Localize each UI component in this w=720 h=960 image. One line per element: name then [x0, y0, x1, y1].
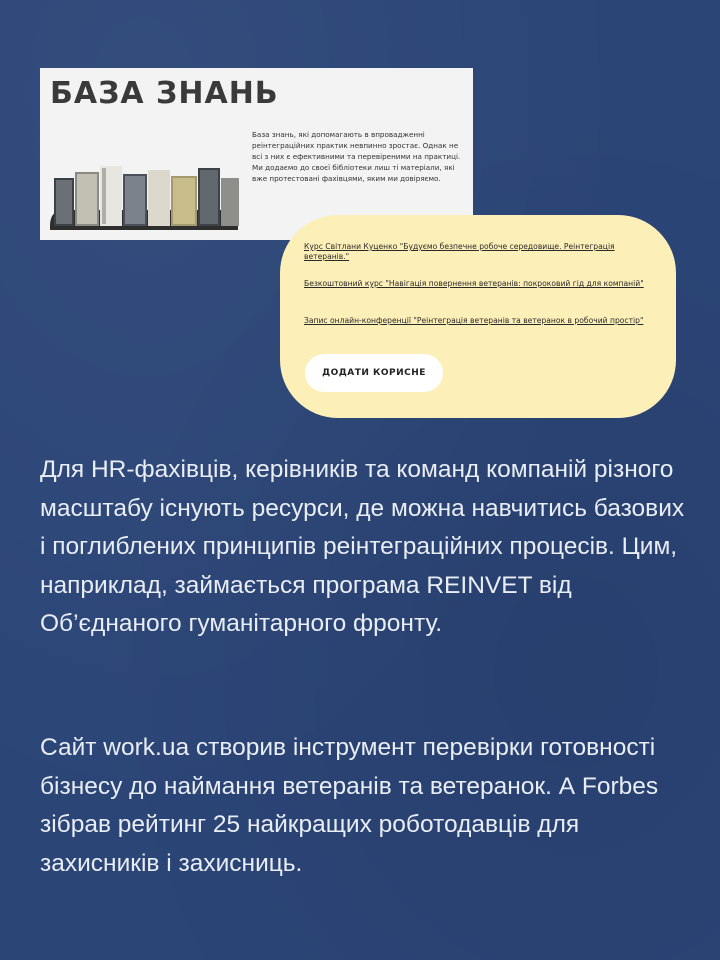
paragraph-hr-resources: Для HR-фахівців, керівників та команд компаній різного масштабу існують ресурси, де можна навчитись базових і поглиблених принципів реінтеграційних процесів. Цим, наприклад, займається програма REINVET від Об’єднаного гуманітарного фронту.: [40, 456, 685, 638]
knowledge-base-description: База знань, які допомагають в впровадженні реінтеграційних практик невпинно зростає. Однак не всі з них є ефективними та перевіреними на практиці. Ми додаємо до своєї бібліотеки лиш ті матеріали, які вже протестовані фахівцями, яким ми довіряємо.: [252, 130, 461, 183]
resources-card: [280, 215, 676, 418]
conference-recording-link[interactable]: Запис онлайн-конференції "Реінтеграція ветеранів та ветеранок в робочий простір": [304, 316, 644, 325]
paragraph-workua-forbes: Сайт work.ua створив інструмент перевірки готовності бізнесу до наймання ветеранів та ветеранок. А Forbes зібрав рейтинг 25 найкращих роботодавців для захисників і захисниць.: [40, 734, 659, 877]
course-link-kutsenko[interactable]: Курс Світлани Куценко "Будуємо безпечне робоче середовище. Реінтеграція ветеранів.": [304, 242, 615, 261]
knowledge-base-title: БАЗА ЗНАНЬ: [50, 76, 279, 111]
course-link-navigation[interactable]: Безкоштовний курс "Навігація повернення ветеранів: покроковий гід для компаній": [304, 279, 644, 288]
books-image: [50, 164, 242, 230]
add-useful-button[interactable]: ДОДАТИ КОРИСНЕ: [305, 354, 443, 392]
